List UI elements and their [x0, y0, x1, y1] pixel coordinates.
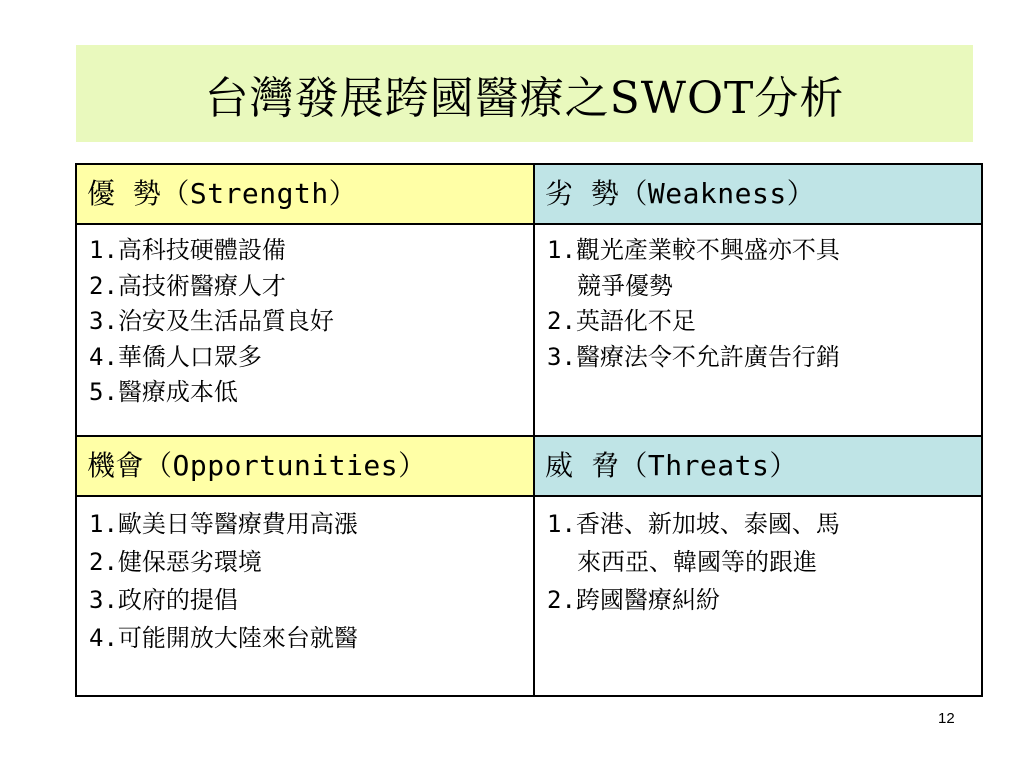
weakness-item: 3.醫療法令不允許廣告行銷 [547, 342, 840, 371]
opportunities-list [77, 497, 533, 657]
strength-item: 5.醫療成本低 [89, 378, 238, 406]
swot-table [75, 163, 983, 697]
opportunity-item: 2.健保惡劣環境 [89, 548, 262, 576]
opportunities-header: 機會（Opportunities） [87, 449, 427, 482]
weakness-item: 1.觀光產業較不興盛亦不具 競爭優勢 [547, 236, 840, 300]
opportunities-cell [76, 496, 534, 696]
threats-header: 威 脅（Threats） [545, 449, 798, 482]
strength-item: 3.治安及生活品質良好 [89, 307, 334, 335]
threats-cell [534, 496, 982, 696]
strengths-list [77, 225, 533, 411]
threat-item: 2.跨國醫療糾紛 [547, 586, 720, 614]
title-banner [76, 45, 973, 142]
threats-header-cell [534, 436, 982, 496]
swot-header-row-2 [76, 436, 982, 496]
opportunity-item: 3.政府的提倡 [89, 586, 238, 614]
strengths-header: 優 勢（Strength） [87, 177, 358, 210]
swot-body-row-2 [76, 496, 982, 696]
opportunity-item: 4.可能開放大陸來台就醫 [89, 624, 358, 652]
strengths-cell [76, 224, 534, 436]
weakness-item: 2.英語化不足 [547, 307, 696, 335]
strengths-header-cell [76, 164, 534, 224]
slide-title: 台灣發展跨國醫療之SWOT分析 [204, 72, 845, 124]
weaknesses-list [535, 225, 981, 375]
threats-list [535, 497, 981, 619]
opportunities-header-cell [76, 436, 534, 496]
page-number: 12 [938, 710, 955, 727]
weaknesses-header-cell [534, 164, 982, 224]
weaknesses-cell [534, 224, 982, 436]
swot-body-row-1 [76, 224, 982, 436]
strength-item: 2.高技術醫療人才 [89, 271, 286, 300]
threat-item: 1.香港、新加坡、泰國、馬 來西亞、韓國等的跟進 [547, 510, 840, 576]
weaknesses-header: 劣 勢（Weakness） [545, 177, 816, 210]
swot-header-row-1 [76, 164, 982, 224]
strength-item: 1.高科技硬體設備 [89, 236, 286, 264]
opportunity-item: 1.歐美日等醫療費用高漲 [89, 510, 358, 538]
strength-item: 4.華僑人口眾多 [89, 342, 262, 371]
